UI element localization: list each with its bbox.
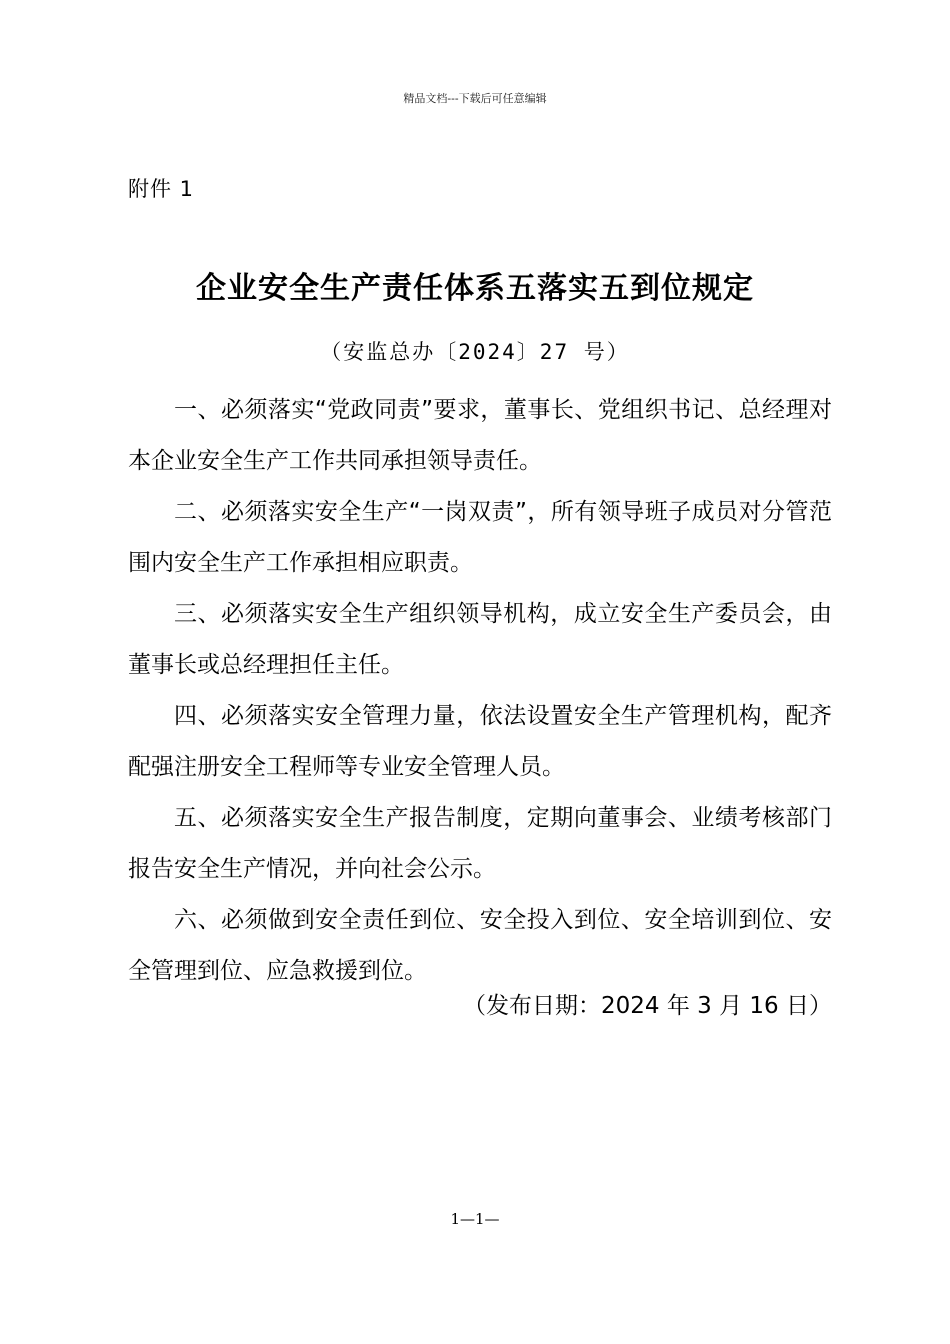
document-number: （安监总办〔2024〕27 号） <box>320 340 630 364</box>
paragraph-4: 四、必须落实安全管理力量，依法设置安全生产管理机构，配齐配强注册安全工程师等专业安全管理人员。 <box>128 703 832 780</box>
document-body <box>128 385 832 997</box>
document-title: 企业安全生产责任体系五落实五到位规定 <box>196 271 754 306</box>
page-number: 1—1— <box>450 1210 500 1228</box>
paragraph-1: 一、必须落实“党政同责”要求，董事长、党组织书记、总经理对本企业安全生产工作共同承担领导责任。 <box>128 397 832 474</box>
paragraph-2: 二、必须落实安全生产“一岗双责”，所有领导班子成员对分管范围内安全生产工作承担相应职责。 <box>128 499 832 576</box>
attachment-label: 附件 1 <box>128 177 195 201</box>
paragraph-5: 五、必须落实安全生产报告制度，定期向董事会、业绩考核部门报告安全生产情况，并向社会公示。 <box>128 805 832 882</box>
release-date: （发布日期：2024 年 3 月 16 日） <box>463 993 832 1019</box>
paragraph-6: 六、必须做到安全责任到位、安全投入到位、安全培训到位、安全管理到位、应急救援到位。 <box>128 907 832 984</box>
header-note: 精品文档---下载后可任意编辑 <box>403 92 547 105</box>
paragraph-3: 三、必须落实安全生产组织领导机构，成立安全生产委员会，由董事长或总经理担任主任。 <box>128 601 832 678</box>
